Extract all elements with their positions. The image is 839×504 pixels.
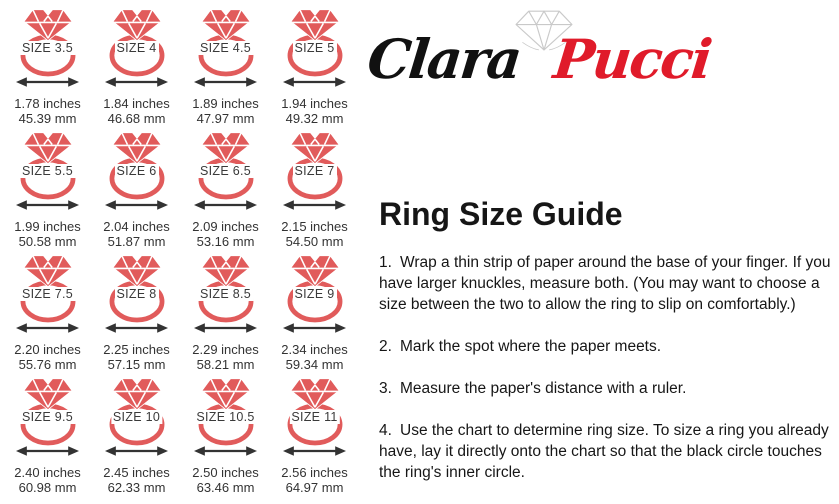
ring-size-label: SIZE 9.5 xyxy=(21,410,74,424)
ring-size-inches: 2.15 inches xyxy=(281,219,348,234)
ring-measurements xyxy=(14,465,81,495)
ring-measurements xyxy=(103,96,170,126)
ring-size-label: SIZE 10.5 xyxy=(196,410,255,424)
ring-size-mm: 50.58 mm xyxy=(18,234,77,249)
ring-measurements xyxy=(192,465,259,495)
ring-size-cell xyxy=(3,378,92,501)
ring-illustration xyxy=(196,9,256,77)
ring-illustration xyxy=(285,378,345,446)
ring-size-label: SIZE 3.5 xyxy=(21,41,74,55)
ring-illustration xyxy=(196,378,256,446)
ring-size-cell xyxy=(92,255,181,378)
ring-size-inches: 2.09 inches xyxy=(192,219,259,234)
ring-size-cell xyxy=(270,132,359,255)
ring-size-inches: 2.56 inches xyxy=(281,465,348,480)
ring-size-mm: 60.98 mm xyxy=(18,480,77,495)
ring-size-inches: 1.89 inches xyxy=(192,96,259,111)
ring-size-mm: 63.46 mm xyxy=(196,480,255,495)
ring-size-cell xyxy=(92,132,181,255)
instruction-step-1 xyxy=(379,252,835,315)
ring-size-cell xyxy=(181,255,270,378)
diameter-arrow-icon xyxy=(194,322,257,334)
step-number: 2. xyxy=(379,338,392,355)
ring-size-label: SIZE 8 xyxy=(116,287,157,301)
ring-size-label: SIZE 4.5 xyxy=(199,41,252,55)
ring-illustration xyxy=(18,255,78,323)
ring-size-inches: 2.50 inches xyxy=(192,465,259,480)
ring-size-cell xyxy=(270,9,359,132)
ring-size-mm: 58.21 mm xyxy=(196,357,255,372)
instruction-step-4 xyxy=(379,420,835,483)
ring-illustration xyxy=(196,255,256,323)
step-number: 4. xyxy=(379,422,392,439)
diameter-arrow-icon xyxy=(16,445,79,457)
ring-illustration xyxy=(285,255,345,323)
ring-size-mm: 54.50 mm xyxy=(285,234,344,249)
ring-size-inches: 2.20 inches xyxy=(14,342,81,357)
diameter-arrow-icon xyxy=(194,445,257,457)
step-text: Measure the paper's distance with a ruler. xyxy=(400,380,687,397)
ring-size-mm: 55.76 mm xyxy=(18,357,77,372)
ring-size-label: SIZE 4 xyxy=(116,41,157,55)
ring-size-mm: 49.32 mm xyxy=(285,111,344,126)
ring-illustration xyxy=(107,255,167,323)
diameter-arrow-icon xyxy=(105,76,168,88)
ring-size-mm: 59.34 mm xyxy=(285,357,344,372)
ring-size-chart xyxy=(3,9,359,501)
ring-measurements xyxy=(103,342,170,372)
ring-size-label: SIZE 5 xyxy=(294,41,335,55)
ring-size-label: SIZE 5.5 xyxy=(21,164,74,178)
ring-size-inches: 1.84 inches xyxy=(103,96,170,111)
diameter-arrow-icon xyxy=(283,76,346,88)
ring-illustration xyxy=(18,9,78,77)
diameter-arrow-icon xyxy=(105,199,168,211)
ring-illustration xyxy=(285,9,345,77)
ring-size-label: SIZE 8.5 xyxy=(199,287,252,301)
page-title: Ring Size Guide xyxy=(379,196,623,232)
ring-measurements xyxy=(281,342,348,372)
diameter-arrow-icon xyxy=(283,322,346,334)
ring-size-inches: 1.94 inches xyxy=(281,96,348,111)
step-text: Use the chart to determine ring size. To size a ring you already have, lay it directly onto the chart so that the black circle touches the ring's inner circle. xyxy=(379,422,829,481)
ring-illustration xyxy=(18,132,78,200)
ring-size-inches: 2.34 inches xyxy=(281,342,348,357)
ring-size-cell xyxy=(181,132,270,255)
ring-size-inches: 1.99 inches xyxy=(14,219,81,234)
ring-illustration xyxy=(285,132,345,200)
ring-measurements xyxy=(281,96,348,126)
step-number: 3. xyxy=(379,380,392,397)
diameter-arrow-icon xyxy=(105,445,168,457)
ring-measurements xyxy=(192,96,259,126)
ring-size-label: SIZE 10 xyxy=(112,410,161,424)
ring-size-mm: 51.87 mm xyxy=(107,234,166,249)
ring-measurements xyxy=(14,96,81,126)
brand-name-clara: Clara xyxy=(364,27,524,91)
ring-size-mm: 53.16 mm xyxy=(196,234,255,249)
ring-size-cell xyxy=(3,255,92,378)
ring-measurements xyxy=(103,219,170,249)
ring-size-mm: 62.33 mm xyxy=(107,480,166,495)
diameter-arrow-icon xyxy=(194,76,257,88)
ring-illustration xyxy=(18,378,78,446)
ring-size-mm: 46.68 mm xyxy=(107,111,166,126)
ring-size-cell xyxy=(92,378,181,501)
diameter-arrow-icon xyxy=(16,199,79,211)
ring-size-cell xyxy=(92,9,181,132)
brand-name-pucci: Pucci xyxy=(550,27,714,91)
ring-size-inches: 2.25 inches xyxy=(103,342,170,357)
diameter-arrow-icon xyxy=(105,322,168,334)
ring-size-inches: 2.40 inches xyxy=(14,465,81,480)
ring-size-inches: 1.78 inches xyxy=(14,96,81,111)
ring-size-cell xyxy=(181,378,270,501)
ring-measurements xyxy=(192,219,259,249)
ring-measurements xyxy=(14,219,81,249)
ring-size-label: SIZE 7.5 xyxy=(21,287,74,301)
ring-size-mm: 57.15 mm xyxy=(107,357,166,372)
instruction-step-3 xyxy=(379,378,835,399)
step-text: Mark the spot where the paper meets. xyxy=(400,338,662,355)
diameter-arrow-icon xyxy=(194,199,257,211)
ring-size-label: SIZE 9 xyxy=(294,287,335,301)
ring-measurements xyxy=(103,465,170,495)
ring-size-cell xyxy=(3,132,92,255)
ring-size-label: SIZE 6 xyxy=(116,164,157,178)
ring-illustration xyxy=(107,378,167,446)
instructions-list xyxy=(379,252,835,504)
ring-size-inches: 2.04 inches xyxy=(103,219,170,234)
ring-measurements xyxy=(281,465,348,495)
ring-size-inches: 2.29 inches xyxy=(192,342,259,357)
diameter-arrow-icon xyxy=(283,445,346,457)
ring-size-cell xyxy=(270,255,359,378)
ring-size-label: SIZE 11 xyxy=(291,410,338,424)
diameter-arrow-icon xyxy=(283,199,346,211)
step-text: Wrap a thin strip of paper around the base of your finger. If you have larger knuckles, measure both. (You may want to choose a size between the two to allow the ring to slip on comfortably.) xyxy=(379,254,831,313)
brand-logo xyxy=(364,4,788,99)
ring-size-mm: 47.97 mm xyxy=(196,111,255,126)
ring-measurements xyxy=(192,342,259,372)
ring-measurements xyxy=(14,342,81,372)
ring-measurements xyxy=(281,219,348,249)
ring-illustration xyxy=(107,9,167,77)
ring-size-mm: 64.97 mm xyxy=(285,480,344,495)
ring-illustration xyxy=(196,132,256,200)
ring-illustration xyxy=(107,132,167,200)
ring-size-cell xyxy=(181,9,270,132)
ring-size-cell xyxy=(3,9,92,132)
ring-size-cell xyxy=(270,378,359,501)
ring-size-mm: 45.39 mm xyxy=(18,111,77,126)
instruction-step-2 xyxy=(379,336,835,357)
diameter-arrow-icon xyxy=(16,76,79,88)
ring-size-label: SIZE 6.5 xyxy=(199,164,252,178)
diameter-arrow-icon xyxy=(16,322,79,334)
ring-size-label: SIZE 7 xyxy=(294,164,335,178)
step-number: 1. xyxy=(379,254,392,271)
ring-size-inches: 2.45 inches xyxy=(103,465,170,480)
